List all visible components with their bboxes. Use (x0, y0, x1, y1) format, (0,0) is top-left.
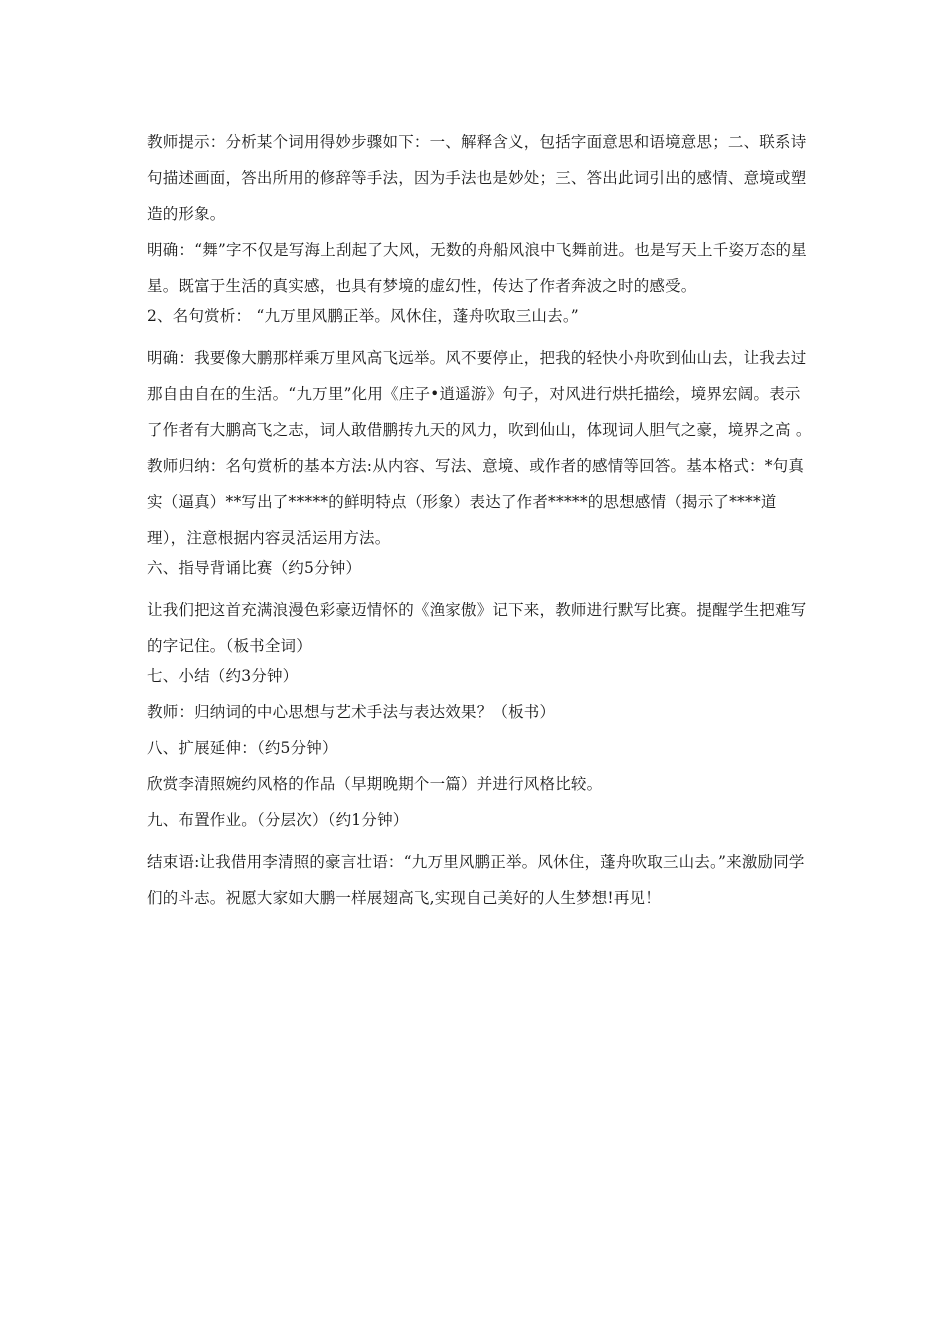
section-heading-recitation: 六、指导背诵比赛（约5分钟） (147, 559, 362, 577)
section-heading-summary: 七、小结（约3分钟） (147, 667, 299, 685)
section-heading-homework: 九、布置作业。（分层次）（约1分钟） (147, 811, 409, 829)
document-body (147, 124, 815, 916)
paragraph-recitation: 让我们把这首充满浪漫色彩豪迈情怀的《渔家傲》记下来，教师进行默写比赛。提醒学生把难写的字记住。（板书全词） (147, 601, 807, 655)
paragraph-summary: 教师：归纳词的中心思想与艺术手法与表达效果？（板书） (147, 703, 556, 721)
paragraph-famous-line-heading: 2、名句赏析： “九万里风鹏正举。风休住，蓬舟吹取三山去。” (147, 307, 579, 325)
paragraph-clarify-wu: 明确：“舞”字不仅是写海上刮起了大风，无数的舟船风浪中飞舞前进。也是写天上千姿万态的星星。既富于生活的真实感，也具有梦境的虚幻性，传达了作者奔波之时的感受。 (147, 241, 807, 295)
section-heading-extension: 八、扩展延伸：（约5分钟） (147, 739, 338, 757)
paragraph-teacher-summary: 教师归纳：名句赏析的基本方法:从内容、写法、意境、或作者的感情等回答。基本格式：*句真实（逼真）**写出了*****的鲜明特点（形象）表达了作者*****的思想感情（揭示了****道理），注意根据内容灵活运用方法。 (147, 457, 805, 547)
paragraph-clarify-famous-line: 明确：我要像大鹏那样乘万里风高飞远举。风不要停止，把我的轻快小舟吹到仙山去，让我去过那自由自在的生活。“九万里”化用《庄子•逍遥游》句子，对风进行烘托描绘，境界宏阔。表示了作者有大鹏高飞之志，词人敢借鹏抟九天的风力，吹到仙山，体现词人胆气之豪，境界之高 。 (147, 349, 812, 439)
paragraph-closing: 结束语:让我借用李清照的豪言壮语：“九万里风鹏正举。风休住，蓬舟吹取三山去。”来激励同学们的斗志。祝愿大家如大鹏一样展翅高飞,实现自己美好的人生梦想!再见！ (147, 853, 805, 907)
paragraph-teacher-tip: 教师提示：分析某个词用得妙步骤如下：一、解释含义，包括字面意思和语境意思；二、联系诗句描述画面，答出所用的修辞等手法，因为手法也是妙处；三、答出此词引出的感情、意境或塑造的形象。 (147, 133, 807, 223)
paragraph-extension: 欣赏李清照婉约风格的作品（早期晚期个一篇）并进行风格比较。 (147, 775, 603, 793)
